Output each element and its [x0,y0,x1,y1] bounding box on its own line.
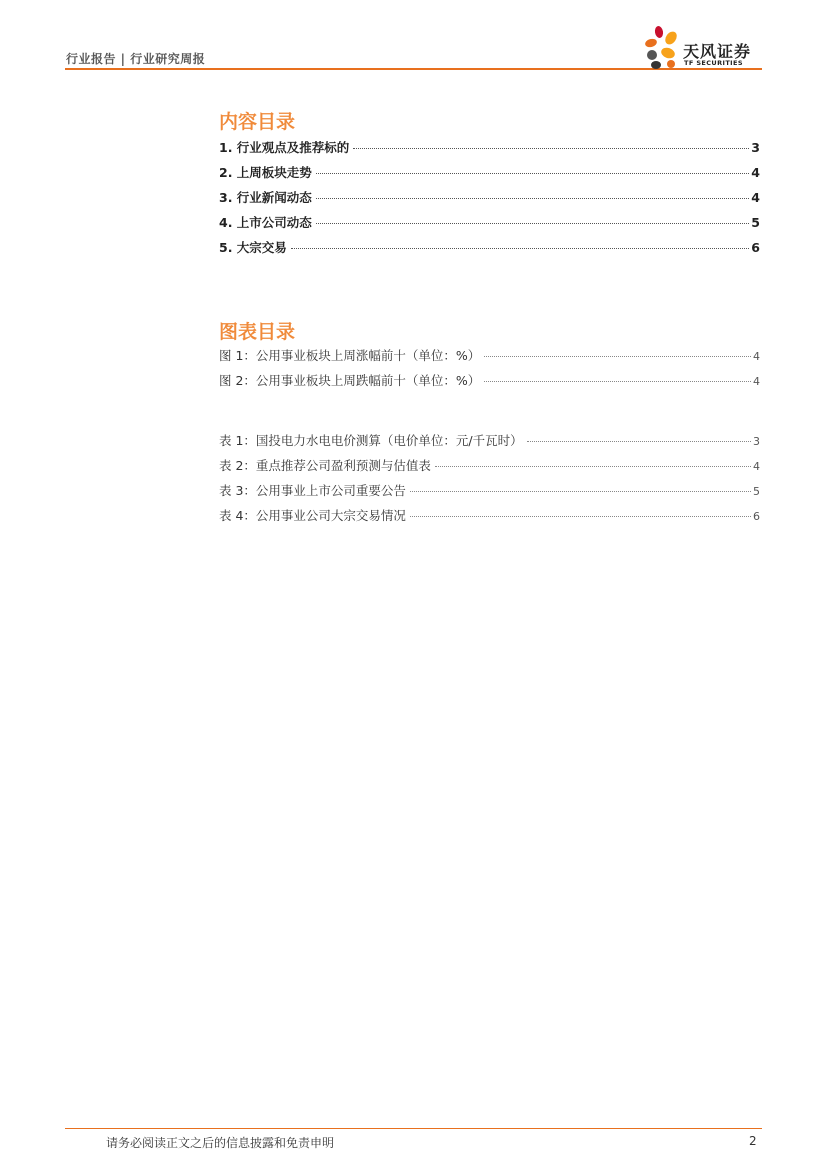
table-item-label: 表 2：重点推荐公司盈利预测与估值表 [219,458,431,473]
chart-item[interactable] [219,346,760,371]
table-item[interactable] [219,481,760,506]
table-item[interactable] [219,431,760,456]
chart-item-label: 图 2：公用事业板块上周跌幅前十（单位：%） [219,373,481,388]
toc-leader [316,223,749,224]
table-item-label: 表 3：公用事业上市公司重要公告 [219,483,406,498]
toc-title: 内容目录 [219,111,296,133]
toc-leader [353,148,749,149]
toc-item-page: 6 [751,240,760,255]
logo-petals-icon [644,25,684,71]
toc-item-label: 3. 行业新闻动态 [219,190,312,205]
table-item-page: 6 [753,510,760,523]
toc-item-page: 4 [751,190,760,205]
toc-item-page: 4 [751,165,760,180]
table-item-page: 5 [753,485,760,498]
page-header [65,0,762,70]
table-item-page: 3 [753,435,760,448]
toc-item[interactable] [219,163,760,188]
toc-leader [410,516,751,517]
table-item[interactable] [219,456,760,481]
logo-name-cn: 天风证券 [683,42,752,61]
figures-title: 图表目录 [219,321,296,343]
footer-disclaimer: 请务必阅读正文之后的信息披露和免责申明 [106,1136,335,1150]
toc-leader [484,381,751,382]
toc-item[interactable] [219,213,760,238]
toc-item-page: 5 [751,215,760,230]
page-number: 2 [749,1134,757,1148]
logo-name-en: TF SECURITIES [684,59,743,67]
toc-item-page: 3 [751,140,760,155]
header-title: 行业报告 | 行业研究周报 [66,52,206,66]
table-item[interactable] [219,506,760,531]
table-item-label: 表 4：公用事业公司大宗交易情况 [219,508,406,523]
toc-leader [291,248,749,249]
chart-list [219,346,760,396]
chart-item-label: 图 1：公用事业板块上周涨幅前十（单位：%） [219,348,481,363]
toc-leader [410,491,751,492]
table-item-page: 4 [753,460,760,473]
table-list [219,431,760,531]
toc-item[interactable] [219,238,760,263]
toc-leader [435,466,751,467]
toc-list [219,138,760,263]
toc-leader [484,356,751,357]
toc-item-label: 2. 上周板块走势 [219,165,312,180]
toc-item-label: 1. 行业观点及推荐标的 [219,140,350,155]
chart-item-page: 4 [753,375,760,388]
toc-leader [316,198,749,199]
toc-item-label: 5. 大宗交易 [219,240,287,255]
company-logo [644,25,762,71]
footer-divider [65,1128,762,1129]
toc-item[interactable] [219,188,760,213]
toc-leader [527,441,751,442]
chart-item[interactable] [219,371,760,396]
toc-item[interactable] [219,138,760,163]
table-item-label: 表 1：国投电力水电电价测算（电价单位：元/千瓦时） [219,433,523,448]
toc-leader [316,173,749,174]
chart-item-page: 4 [753,350,760,363]
toc-item-label: 4. 上市公司动态 [219,215,312,230]
